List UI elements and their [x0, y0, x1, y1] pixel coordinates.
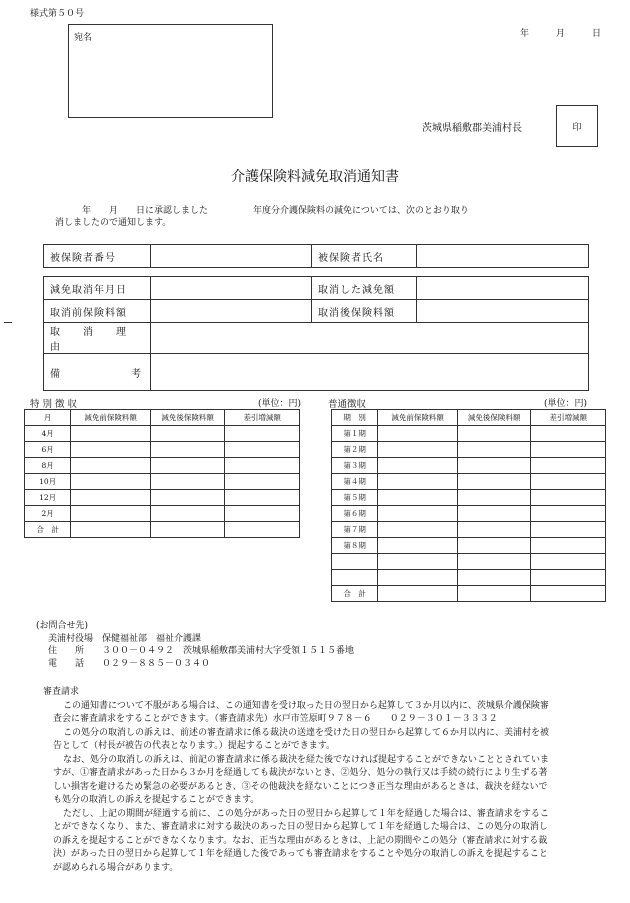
ordinary-total-cell [531, 586, 606, 602]
special-amount-cell [225, 506, 300, 522]
insured-number-label: 被保険者番号 [44, 245, 151, 268]
ordinary-amount-cell [378, 426, 457, 442]
special-table [24, 409, 300, 538]
special-amount-cell [150, 442, 225, 458]
ordinary-amount-cell [457, 506, 531, 522]
ordinary-period-label: 第４期 [332, 474, 378, 490]
total-row [332, 586, 606, 602]
notice-p4-line1: ただし、上記の期間が経過する前に、この処分があった日の翌日から起算して１年を経過した場合は、審査請求をするこ [63, 808, 549, 819]
special-amount-cell [150, 490, 225, 506]
notice-p4-line2: とができなくなり、また、審査請求に対する裁決のあった日の翌日から起算して１年を経過した場合は、この処分の取消し [53, 822, 548, 832]
notice-p4-line5: が認められる場合があります。 [53, 862, 179, 873]
table-row [332, 522, 606, 538]
ordinary-total-cell [457, 586, 531, 602]
table-row [332, 458, 606, 474]
table-row [25, 458, 300, 474]
ordinary-unit: (単位：円) [544, 399, 588, 409]
ordinary-amount-cell [531, 554, 606, 570]
special-header-0: 月 [25, 410, 71, 426]
ordinary-amount-cell [531, 442, 606, 458]
cancelled-amount-value [417, 277, 589, 300]
seal-box [556, 105, 598, 147]
remarks-label: 備 考 [44, 354, 151, 391]
issuer-name: 茨城県稲敷郡美浦村長 [422, 123, 522, 134]
ordinary-period-label: 第３期 [332, 458, 378, 474]
ordinary-amount-cell [378, 442, 457, 458]
ordinary-period-label [332, 570, 378, 586]
table-row [332, 442, 606, 458]
cancelled-amount-label: 取消した減免額 [312, 277, 417, 300]
ordinary-period-label: 第１期 [332, 426, 378, 442]
year-label: 年 [520, 29, 530, 39]
ordinary-amount-cell [378, 458, 457, 474]
ordinary-title: 普通徴収 [328, 399, 367, 410]
after-premium-label: 取消後保険料額 [312, 300, 417, 323]
ordinary-amount-cell [457, 442, 531, 458]
cancel-date-label: 減免取消年月日 [44, 277, 151, 300]
ordinary-amount-cell [378, 522, 457, 538]
table-row [332, 506, 606, 522]
intro-line-2: 消しましたので通知します。 [55, 218, 172, 228]
ordinary-total-label: 合 計 [332, 586, 378, 602]
intro-line-1: 年 月 日に承認しました 年度分介護保険料の減免については、次のとおり取り [55, 206, 469, 216]
ordinary-amount-cell [531, 490, 606, 506]
day-label: 日 [592, 29, 602, 39]
special-period-label: 2月 [25, 506, 71, 522]
notice-p3-line1: なお、処分の取消しの訴えは、前記の審査請求に係る裁決を経た後でなければ提起することができないこととされていま [63, 754, 550, 765]
ordinary-header-2: 減免後保険料額 [457, 410, 531, 426]
table-row [332, 554, 606, 570]
special-amount-cell [71, 474, 150, 490]
special-amount-cell [225, 474, 300, 490]
ordinary-amount-cell [531, 522, 606, 538]
ordinary-amount-cell [531, 506, 606, 522]
special-amount-cell [150, 474, 225, 490]
special-amount-cell [150, 426, 225, 442]
ordinary-amount-cell [457, 474, 531, 490]
ordinary-amount-cell [378, 490, 457, 506]
notice-p3-line2: すが、①審査請求があった日から３か月を経過しても裁決がないとき、②処分、処分の執行又は手続の続行により生ずる著 [53, 768, 548, 778]
contact-heading: (お問合せ先) [36, 621, 89, 631]
ordinary-header-1: 減免前保険料額 [378, 410, 457, 426]
table-row [25, 426, 300, 442]
contact-office: 美浦村役場 保健福祉部 福祉介護課 [48, 633, 202, 644]
special-period-label: 10月 [25, 474, 71, 490]
ordinary-amount-cell [531, 538, 606, 554]
ordinary-amount-cell [457, 458, 531, 474]
notice-p3-line3: しい損害を避けるため緊急の必要があるとき、③その他裁決を経ないことにつき正当な理由があるときは、裁決を経ないで [53, 781, 548, 792]
contact-address: 住 所 ３００－０４９２ 茨城県稲敷郡美浦村大字受領１５１５番地 [48, 646, 355, 656]
contact-phone: 電 話 ０２９－８８５－０３４０ [48, 658, 211, 669]
contact-block [36, 620, 354, 670]
ordinary-amount-cell [378, 506, 457, 522]
ordinary-amount-cell [457, 490, 531, 506]
special-total-cell [150, 522, 225, 538]
ordinary-amount-cell [457, 554, 531, 570]
special-header-1: 減免前保険料額 [71, 410, 150, 426]
table-row [25, 474, 300, 490]
fold-mark [4, 322, 12, 323]
ordinary-period-label: 第８期 [332, 538, 378, 554]
ordinary-period-label: 第７期 [332, 522, 378, 538]
reason-value [151, 323, 589, 354]
ordinary-amount-cell [457, 522, 531, 538]
ordinary-header-0: 期 別 [332, 410, 378, 426]
special-title: 特別徴収 [30, 399, 81, 410]
ordinary-amount-cell [378, 554, 457, 570]
special-unit: (単位：円) [258, 399, 302, 409]
notice-heading: 審査請求 [43, 687, 80, 697]
table-row [332, 426, 606, 442]
cancel-table [43, 276, 589, 391]
special-amount-cell [225, 490, 300, 506]
special-total-cell [71, 522, 150, 538]
notice-p2-line1: この処分の取消しの訴えは、前述の審査請求に係る裁決の送達を受けた日の翌日から起算して６か月以内に、美浦村を被 [63, 727, 550, 738]
special-amount-cell [225, 458, 300, 474]
special-amount-cell [71, 442, 150, 458]
special-period-label: 8月 [25, 458, 71, 474]
ordinary-amount-cell [378, 474, 457, 490]
before-premium-label: 取消前保険料額 [44, 300, 151, 323]
ordinary-amount-cell [531, 458, 606, 474]
ordinary-period-label [332, 554, 378, 570]
special-amount-cell [225, 426, 300, 442]
ordinary-period-label: 第６期 [332, 506, 378, 522]
insured-name-value [417, 245, 589, 268]
notice-p4-line3: の訴えを提起することができなくなります。なお、正当な理由があるときは、上記の期間やこの処分（審査請求に対する裁 [53, 835, 548, 846]
special-amount-cell [225, 442, 300, 458]
table-row [25, 506, 300, 522]
ordinary-amount-cell [457, 538, 531, 554]
special-total-label: 合 計 [25, 522, 71, 538]
cancel-date-value [151, 277, 312, 300]
appeal-notice [43, 686, 603, 875]
special-header-2: 減免後保険料額 [150, 410, 225, 426]
table-row [332, 538, 606, 554]
total-row [25, 522, 300, 538]
special-amount-cell [71, 490, 150, 506]
table-row [25, 442, 300, 458]
insured-table [43, 244, 589, 268]
reason-label: 取 消 理 由 [44, 323, 151, 354]
table-row [332, 474, 606, 490]
ordinary-amount-cell [531, 474, 606, 490]
ordinary-total-cell [378, 586, 457, 602]
ordinary-amount-cell [457, 426, 531, 442]
insured-number-value [151, 245, 312, 268]
notice-p2-line2: 告として（村長が被告の代表となります。）提起することができます。 [53, 741, 336, 751]
after-premium-value [417, 300, 589, 323]
ordinary-amount-cell [378, 538, 457, 554]
special-total-cell [225, 522, 300, 538]
ordinary-period-label: 第２期 [332, 442, 378, 458]
ordinary-header-3: 差引増減額 [531, 410, 606, 426]
special-period-label: 12月 [25, 490, 71, 506]
table-row [332, 490, 606, 506]
special-amount-cell [71, 458, 150, 474]
special-amount-cell [150, 506, 225, 522]
special-period-label: 6月 [25, 442, 71, 458]
month-label: 月 [556, 29, 566, 39]
special-amount-cell [150, 458, 225, 474]
ordinary-amount-cell [457, 570, 531, 586]
special-period-label: 4月 [25, 426, 71, 442]
table-row [332, 570, 606, 586]
insured-name-label: 被保険者氏名 [312, 245, 417, 268]
page-title: 介護保険料減免取消通知書 [231, 169, 399, 185]
before-premium-value [151, 300, 312, 323]
special-amount-cell [71, 506, 150, 522]
notice-p3-line4: も処分の取消しの訴えを提起することができます。 [53, 795, 260, 805]
addressee-box [68, 24, 273, 118]
ordinary-amount-cell [531, 426, 606, 442]
special-amount-cell [71, 426, 150, 442]
notice-p1-line1: この通知書について不服がある場合は、この通知書を受け取った日の翌日から起算して３か月以内に、茨城県介護保険審 [63, 700, 549, 711]
remarks-value [151, 354, 589, 391]
ordinary-amount-cell [378, 570, 457, 586]
notice-p1-line2: 査会に審査請求をすることができます。（審査請求先）水戸市笠原町９７８－６ ０２９－３０１－３３３２ [53, 714, 498, 724]
form-number: 様式第５０号 [30, 9, 85, 19]
seal-label: 印 [572, 122, 582, 133]
ordinary-period-label: 第５期 [332, 490, 378, 506]
table-row [25, 490, 300, 506]
notice-p4-line4: 決）があった日の翌日から起算して１年を経過した後であっても審査請求をすることや処分の取消しの訴えを提起すること [53, 849, 548, 859]
ordinary-table [331, 409, 606, 602]
special-header-3: 差引増減額 [225, 410, 300, 426]
addressee-label: 宛名 [74, 33, 93, 43]
ordinary-amount-cell [531, 570, 606, 586]
